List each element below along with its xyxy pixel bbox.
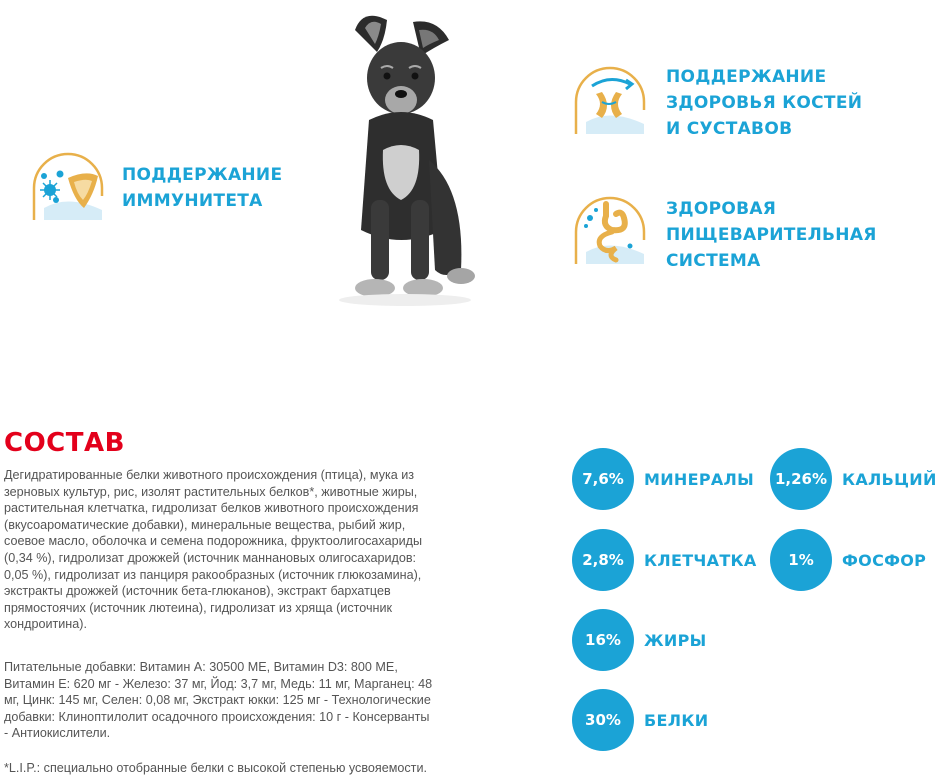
- ingredients-line: прямостоячих (источник лютеина), гидролизат из хряща (источник: [4, 600, 393, 615]
- ingredients-line: (0,34 %), гидролизат дрожжей (источник маннановых олигосахаридов:: [4, 550, 417, 565]
- additives-line: - Антиокислители.: [4, 726, 111, 741]
- composition-additives: [4, 659, 504, 742]
- benefit-digestion-line3: СИСТЕМА: [666, 251, 761, 271]
- benefit-bones-line1: ПОДДЕРЖАНИЕ: [666, 67, 827, 87]
- benefit-immunity-text: [122, 162, 282, 214]
- nutrient-value-circle: 1,26%: [770, 448, 832, 510]
- immunity-icon: [30, 150, 106, 226]
- nutrient-label: КЛЕТЧАТКА: [644, 551, 757, 570]
- nutrient-label: МИНЕРАЛЫ: [644, 470, 755, 489]
- nutrient-label: ЖИРЫ: [644, 631, 707, 650]
- nutrient-label: БЕЛКИ: [644, 711, 709, 730]
- ingredients-line: зерновых культур, рис, изолят растительных белков*, животные жиры,: [4, 484, 418, 499]
- composition-title: СОСТАВ: [4, 428, 125, 458]
- nutrient-label: ФОСФОР: [842, 551, 927, 570]
- nutrient-value-circle: 2,8%: [572, 529, 634, 591]
- ingredients-line: Дегидратированные белки животного происхождения (птица), мука из: [4, 468, 415, 482]
- additives-line: мг, Цинк: 145 мг, Селен: 0,08 мг, Экстракт юкки: 125 мг - Технологические: [4, 693, 431, 708]
- benefit-bones-line2: ЗДОРОВЬЯ КОСТЕЙ: [666, 93, 863, 113]
- ingredients-line: хондроитина).: [4, 617, 87, 632]
- ingredients-line: 0,05 %), гидролизат из панциря ракообразных (источник глюкозамина),: [4, 567, 422, 582]
- nutrient-label: КАЛЬЦИЙ: [842, 470, 937, 489]
- composition-ingredients: [4, 467, 504, 633]
- joints-icon: [572, 64, 648, 140]
- benefit-bones-line3: И СУСТАВОВ: [666, 119, 793, 139]
- additives-line: Питательные добавки: Витамин А: 30500 МЕ, Витамин D3: 800 МЕ,: [4, 660, 398, 674]
- ingredients-line: (вкусоароматические добавки), минеральные вещества, рыбий жир,: [4, 517, 406, 532]
- nutrient-value-circle: 7,6%: [572, 448, 634, 510]
- benefit-digestion-line1: ЗДОРОВАЯ: [666, 199, 777, 219]
- benefit-digestion-text: [666, 196, 877, 274]
- ingredients-line: соевое масло, оболочка и семена подорожника, фруктоолигосахариды: [4, 534, 423, 549]
- ingredients-line: экстракты дрожжей (источник бета-глюканов), экстракт бархатцев: [4, 584, 391, 599]
- ingredients-line: растительная клетчатка, гидролизат белков животного происхождения: [4, 501, 419, 516]
- additives-line: добавки: Клиноптилолит осадочного происхождения: 10 г - Консерванты: [4, 709, 430, 724]
- additives-line: Витамин Е: 620 мг - Железо: 37 мг, Йод: 3,7 мг, Медь: 11 мг, Марганец: 48: [4, 676, 433, 691]
- benefit-immunity-line1: ПОДДЕРЖАНИЕ: [122, 165, 283, 185]
- nutrient-value-circle: 16%: [572, 609, 634, 671]
- stomach-icon: [572, 194, 648, 270]
- nutrient-value-circle: 1%: [770, 529, 832, 591]
- benefit-immunity-line2: ИММУНИТЕТА: [122, 191, 263, 211]
- footnote: *L.I.P.: специально отобранные белки с высокой степенью усвояемости.: [4, 761, 427, 775]
- benefit-digestion-line2: ПИЩЕВАРИТЕЛЬНАЯ: [666, 225, 877, 245]
- nutrient-value-circle: 30%: [572, 689, 634, 751]
- puppy-image: [325, 0, 475, 320]
- benefit-bones-text: [666, 64, 862, 142]
